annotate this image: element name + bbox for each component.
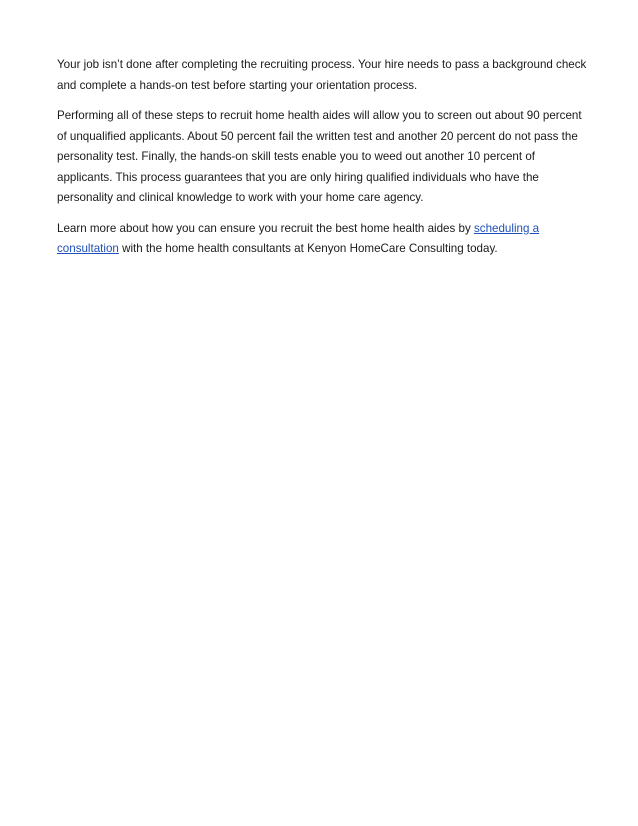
paragraph-screening-results: Performing all of these steps to recruit home health aides will allow you to screen out about 90 percent of unqualified applicants. About 50 percent fail the written test and another 20 percent do not pass the personality test. Finally, the hands-on skill tests enable you to weed out another 10 percent of applicants. This process guarantees that you are only hiring qualified individuals who have the personality and clinical knowledge to work with your home care agency. bbox=[57, 109, 582, 204]
scheduling-consultation-link[interactable]: scheduling a consultation bbox=[57, 221, 540, 255]
paragraph-call-to-action bbox=[57, 219, 587, 260]
cta-text-before-link: Learn more about how you can ensure you recruit the best home health aides by bbox=[57, 221, 474, 235]
cta-text-after-link: with the home health consultants at Kenyon HomeCare Consulting today. bbox=[118, 242, 498, 255]
paragraph-background-check: Your job isn’t done after completing the recruiting process. Your hire needs to pass a background check and complete a hands-on test before starting your orientation process. bbox=[57, 58, 587, 92]
document-body bbox=[57, 55, 587, 270]
